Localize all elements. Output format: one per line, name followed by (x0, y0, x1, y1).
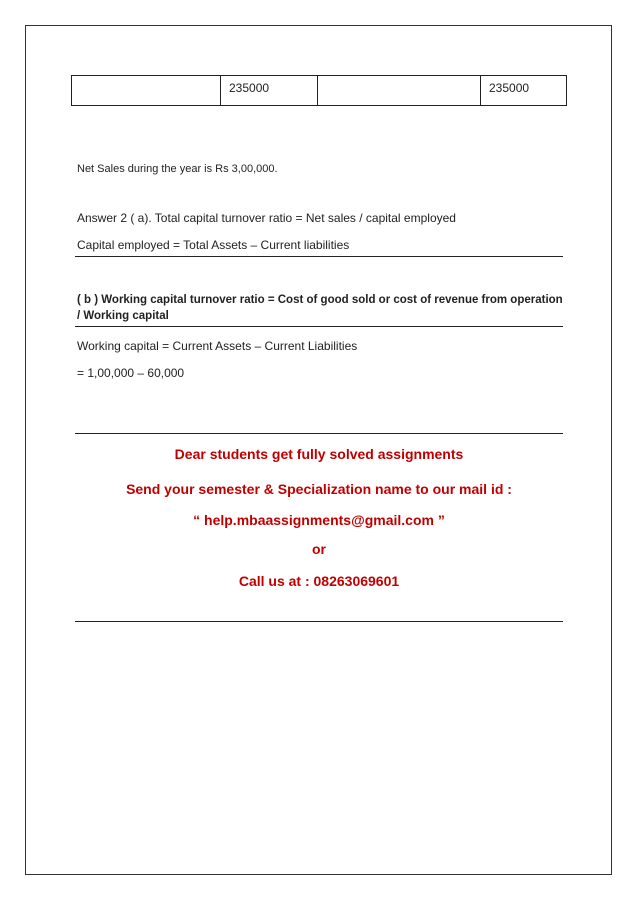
divider (75, 621, 563, 622)
promo-line-2: Send your semester & Specialization name to our mail id : (126, 481, 512, 497)
table-cell: 235000 (481, 76, 567, 106)
working-capital-ratio-heading: ( b ) Working capital turnover ratio = Cost of good sold or cost of revenue from operation (77, 294, 563, 306)
capital-employed-text: Capital employed = Total Assets – Current liabilities (77, 238, 350, 252)
working-capital-text: Working capital = Current Assets – Current Liabilities (77, 339, 358, 353)
answer-heading: Answer 2 ( a). Total capital turnover ratio = Net sales / capital employed (77, 211, 456, 225)
promo-phone[interactable]: Call us at : 08263069601 (238, 573, 400, 589)
divider (75, 256, 563, 257)
balance-table (71, 75, 567, 106)
table-cell: 235000 (221, 76, 318, 106)
working-capital-calc: = 1,00,000 – 60,000 (77, 366, 185, 380)
table-cell (72, 76, 221, 106)
table-row (72, 76, 567, 106)
working-capital-ratio-heading-cont: / Working capital (77, 310, 169, 322)
divider (75, 326, 563, 327)
promo-line-1: Dear students get fully solved assignments (174, 446, 464, 462)
table-cell (318, 76, 481, 106)
net-sales-text: Net Sales during the year is Rs 3,00,000. (77, 163, 278, 175)
divider (75, 433, 563, 434)
promo-or: or (312, 541, 326, 557)
promo-email[interactable]: “ help.mbaassignments@gmail.com ” (193, 512, 445, 528)
